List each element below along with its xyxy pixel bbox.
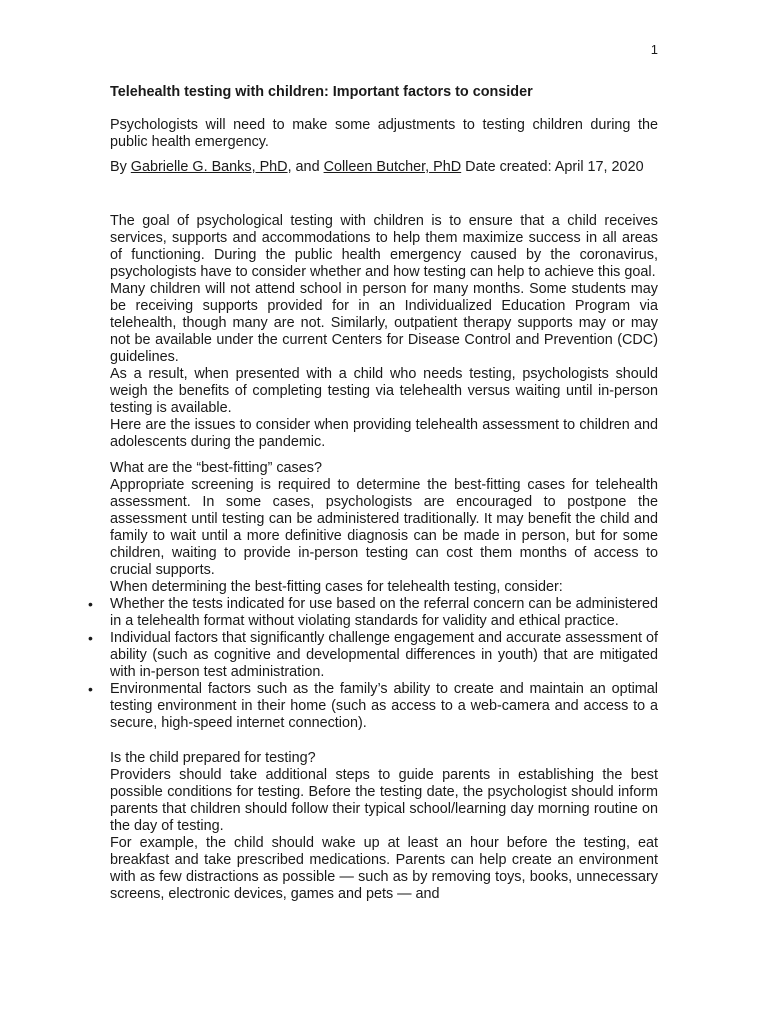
intro-paragraph: Here are the issues to consider when providing telehealth assessment to children and adolescents during the pandemic.: [110, 417, 658, 450]
list-item-text: Whether the tests indicated for use based on the referral concern can be administered in a telehealth format without violating standards for validity and ethical practice.: [110, 596, 658, 629]
page-number: 1: [650, 42, 658, 57]
section-paragraph: For example, the child should wake up at least an hour before the testing, eat breakfast and take prescribed medications. Parents can help create an environment with as few distractions as possible — such as by removing toys, books, unnecessary screens, electronic devices, games and pets — and: [110, 835, 658, 902]
byline: [110, 159, 658, 176]
list-item: [88, 596, 658, 630]
list-item-text: Environmental factors such as the family’s ability to create and maintain an optimal testing environment in their home (such as access to a web-camera and access to a secure, high-speed internet connection).: [110, 681, 658, 731]
date-created: Date created: April 17, 2020: [461, 159, 644, 175]
list-item: [88, 681, 658, 732]
bullet-icon: •: [88, 596, 93, 612]
list-item: [88, 630, 658, 681]
section-paragraph: Providers should take additional steps to guide parents in establishing the best possible conditions for testing. Before the testing date, the psychologist should inform parents that children should follow their typical school/learning day morning routine on the day of testing.: [110, 767, 658, 834]
bullet-icon: •: [88, 630, 93, 646]
section-heading: Is the child prepared for testing?: [110, 750, 316, 766]
intro-paragraph: The goal of psychological testing with children is to ensure that a child receives services, supports and accommodations to help them maximize success in all areas of functioning. During the public health emergency caused by the coronavirus, psychologists have to consider whether and how testing can help to achieve this goal.: [110, 213, 658, 280]
bullet-icon: •: [88, 681, 93, 697]
intro-paragraph: As a result, when presented with a child who needs testing, psychologists should weigh the benefits of completing testing via telehealth versus waiting until in-person testing is available.: [110, 366, 658, 416]
document-title: Telehealth testing with children: Important factors to consider: [110, 84, 533, 100]
section-heading: What are the “best-fitting” cases?: [110, 460, 322, 476]
intro-paragraph: Many children will not attend school in person for many months. Some students may be receiving supports provided for in an Individualized Education Program via telehealth, though many are not. Similarly, outpatient therapy supports may or may not be available under the current Centers for Disease Control and Prevention (CDC) guidelines.: [110, 281, 658, 365]
document-body: [88, 84, 658, 903]
byline-prefix: By: [110, 159, 131, 175]
considerations-list: [88, 596, 658, 732]
list-intro: When determining the best-fitting cases for telehealth testing, consider:: [110, 579, 563, 595]
author-link-banks[interactable]: Gabrielle G. Banks, PhD: [130, 159, 288, 175]
subtitle: Psychologists will need to make some adjustments to testing children during the public health emergency.: [110, 117, 658, 150]
section-paragraph: Appropriate screening is required to determine the best-fitting cases for telehealth assessment. In some cases, psychologists are encouraged to postpone the assessment until testing can be administered traditionally. It may benefit the child and family to wait until a more definitive diagnosis can be made in person, but for some children, waiting to provide in-person testing can cost them months of access to crucial supports.: [110, 477, 658, 578]
list-item-text: Individual factors that significantly challenge engagement and accurate assessment of ability (such as cognitive and developmental differences in youth) that are mitigated with in-person test administration.: [110, 630, 658, 680]
author-link-butcher[interactable]: Colleen Butcher, PhD: [323, 159, 462, 175]
byline-and: , and: [287, 159, 324, 175]
